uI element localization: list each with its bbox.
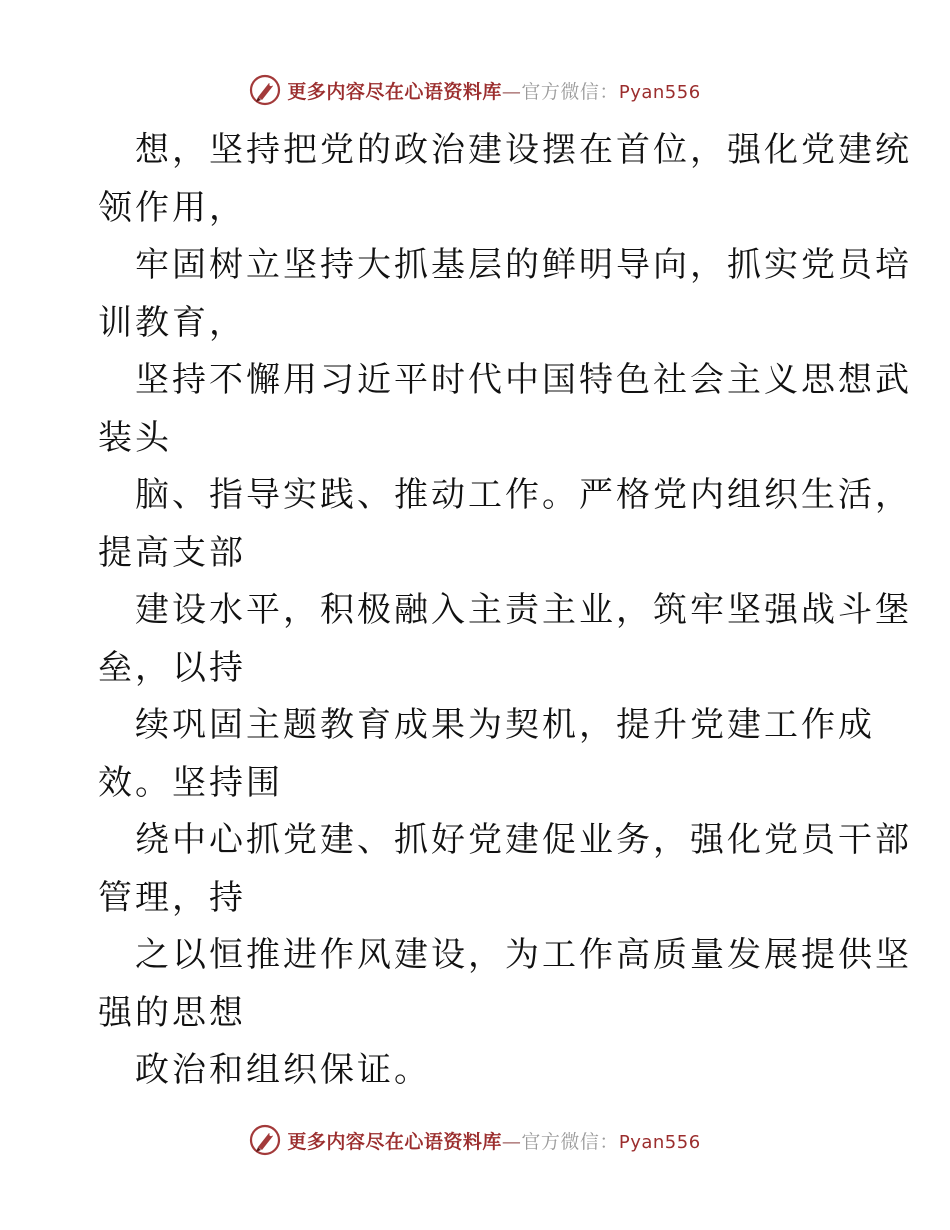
body-line: 垒，以持 xyxy=(98,647,246,688)
body-line: 效。坚持围 xyxy=(98,762,283,803)
body-line: 训教育， xyxy=(98,302,246,343)
pen-logo-icon xyxy=(249,74,281,106)
body-line: 政治和组织保证。 xyxy=(135,1050,431,1090)
header-watermark-text xyxy=(287,77,700,104)
footer-watermark xyxy=(0,1120,950,1160)
watermark-site-name: 更多内容尽在心语资料库 xyxy=(287,80,502,103)
body-line: 建设水平，积极融入主责主业，筑牢坚强战斗堡 xyxy=(135,590,912,630)
body-line: 续巩固主题教育成果为契机，提升党建工作成 xyxy=(135,705,875,745)
body-line: 提高支部 xyxy=(98,532,246,573)
body-line: 脑、指导实践、推动工作。严格党内组织生活， xyxy=(135,475,912,515)
watermark-wechat-id: Pyan556 xyxy=(618,1131,701,1153)
watermark-dash: — xyxy=(501,1130,522,1153)
watermark-wechat-id: Pyan556 xyxy=(618,81,701,103)
body-line: 管理，持 xyxy=(98,877,246,918)
body-line: 牢固树立坚持大抓基层的鲜明导向，抓实党员培 xyxy=(135,245,912,285)
watermark-wechat-label: 官方微信： xyxy=(521,1130,619,1153)
body-line: 装头 xyxy=(98,417,172,458)
body-line: 想，坚持把党的政治建设摆在首位，强化党建统 xyxy=(135,130,912,170)
body-line: 坚持不懈用习近平时代中国特色社会主义思想武 xyxy=(135,360,912,400)
body-line: 之以恒推进作风建设，为工作高质量发展提供坚 xyxy=(135,935,912,975)
pen-logo-icon xyxy=(249,1124,281,1156)
watermark-dash: — xyxy=(501,80,522,103)
watermark-site-name: 更多内容尽在心语资料库 xyxy=(287,1130,502,1153)
watermark-wechat-label: 官方微信： xyxy=(521,80,619,103)
document-body xyxy=(98,122,912,1100)
body-line: 绕中心抓党建、抓好党建促业务，强化党员干部 xyxy=(135,820,912,860)
footer-watermark-text xyxy=(287,1127,700,1154)
body-line: 领作用， xyxy=(98,187,246,228)
body-line: 强的思想 xyxy=(98,992,246,1033)
header-watermark xyxy=(0,70,950,110)
